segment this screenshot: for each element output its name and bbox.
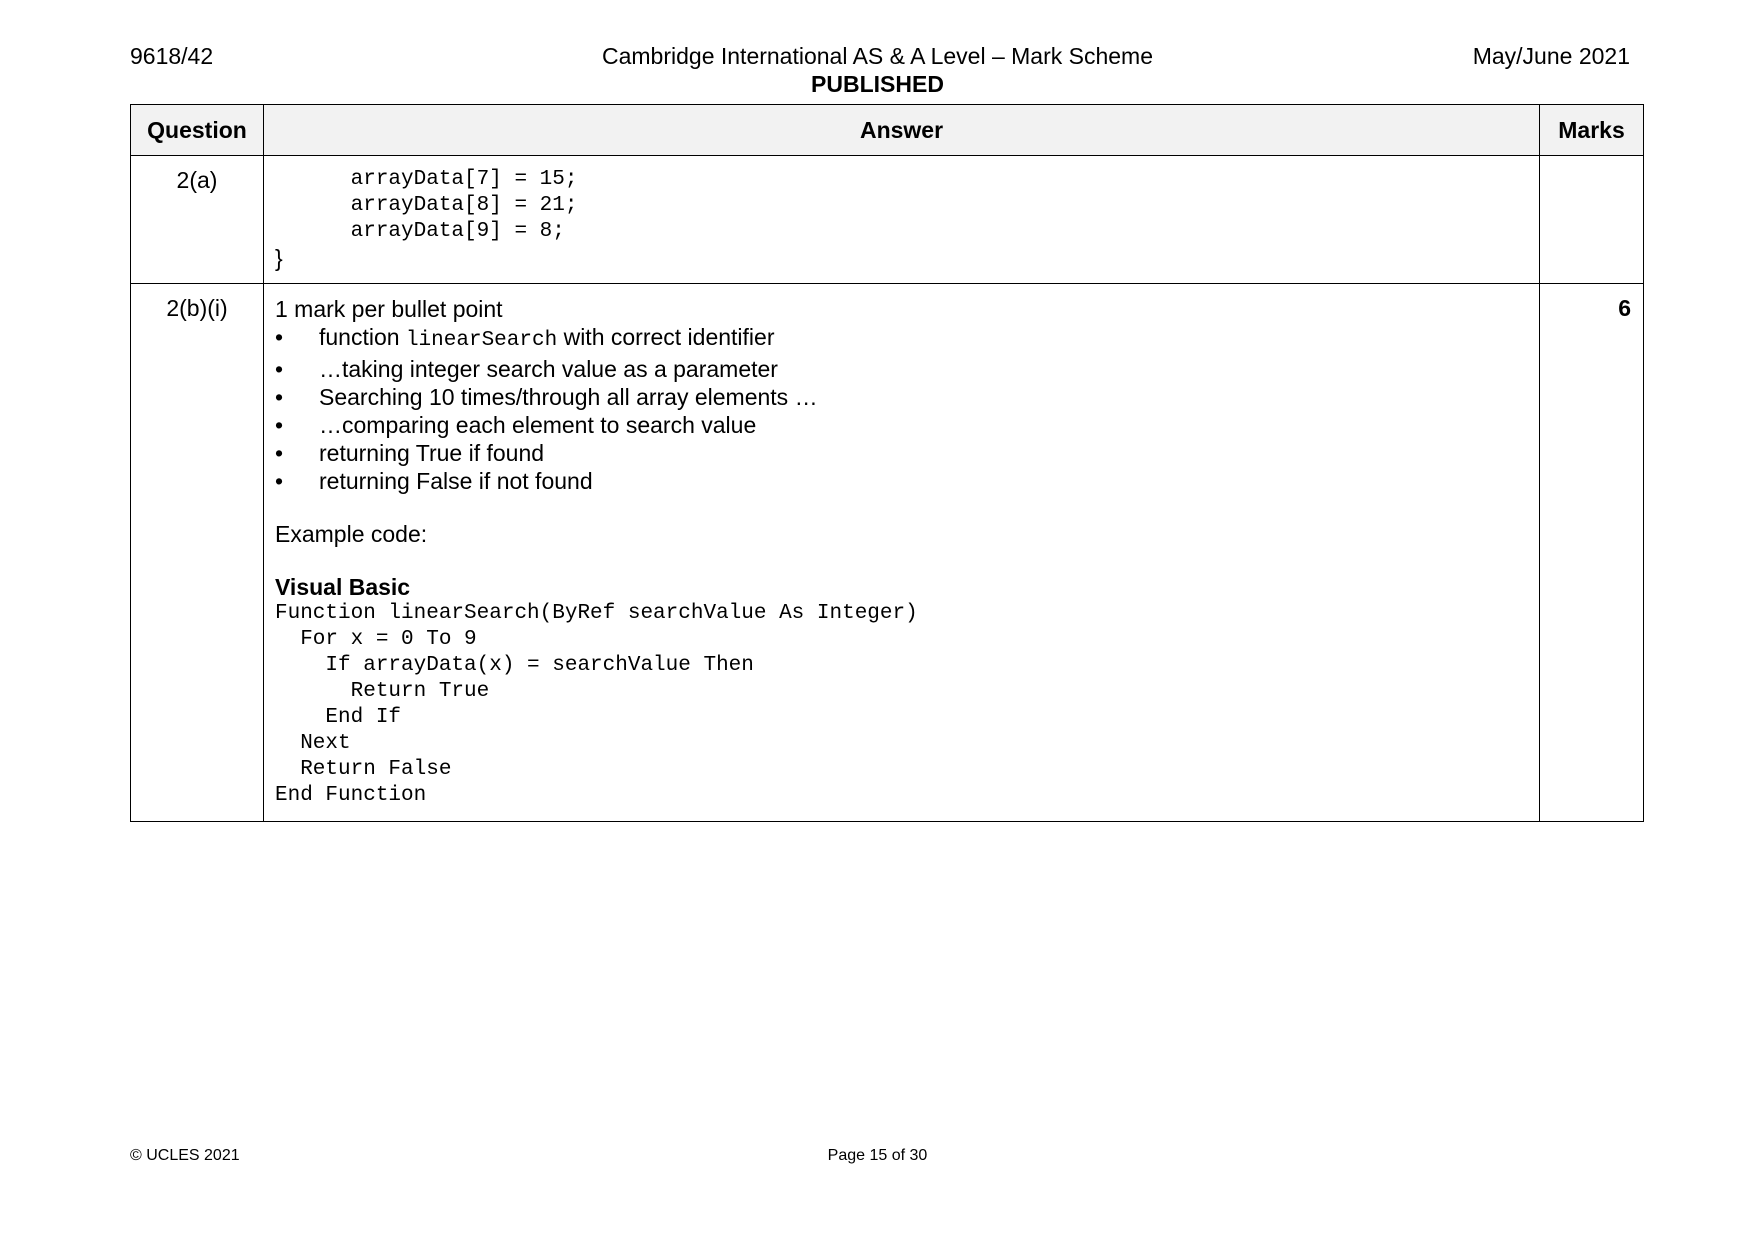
table-header-row <box>131 105 1644 156</box>
list-item: • returning False if not found <box>275 467 1528 495</box>
list-item: • …comparing each element to search value <box>275 411 1528 439</box>
marks-cell <box>1540 156 1644 284</box>
exam-session: May/June 2021 <box>1472 43 1630 69</box>
list-item: • returning True if found <box>275 439 1528 467</box>
published-label: PUBLISHED <box>811 71 944 97</box>
paper-code: 9618/42 <box>130 43 214 69</box>
list-item: • Searching 10 times/through all array elements … <box>275 383 1528 411</box>
spacer <box>275 495 1528 520</box>
marking-intro: 1 mark per bullet point <box>275 296 503 322</box>
bullet-text: function <box>319 324 406 350</box>
spacer <box>275 548 1528 573</box>
column-header-answer: Answer <box>264 105 1540 156</box>
column-header-marks: Marks <box>1540 105 1644 156</box>
question-number: 2(a) <box>131 156 264 284</box>
function-identifier: linearSearch <box>405 329 558 352</box>
page-number: Page 15 of 30 <box>827 1147 928 1164</box>
language-heading: Visual Basic <box>275 574 411 600</box>
answer-cell <box>264 284 1540 822</box>
list-item: • …taking integer search value as a parameter <box>275 355 1528 383</box>
example-label: Example code: <box>275 521 428 547</box>
copyright: © UCLES 2021 <box>130 1147 240 1164</box>
code-block: Function linearSearch(ByRef searchValue As Integer) For x = 0 To 9 If arrayData(x) = searchValue Then Return True End If Next Return False End Function <box>275 602 918 807</box>
table-row <box>131 156 1644 284</box>
mark-scheme-table <box>130 104 1644 822</box>
question-number: 2(b)(i) <box>131 284 264 822</box>
marking-points <box>275 323 1528 495</box>
column-header-question: Question <box>131 105 264 156</box>
table-row <box>131 284 1644 822</box>
closing-brace: } <box>275 245 283 271</box>
document-title: Cambridge International AS & A Level – Mark Scheme <box>601 43 1154 69</box>
bullet-text: with correct identifier <box>557 324 775 350</box>
answer-cell <box>264 156 1540 284</box>
list-item <box>275 323 1528 355</box>
marks-cell: 6 <box>1540 284 1644 822</box>
code-block: arrayData[7] = 15; arrayData[8] = 21; arrayData[9] = 8; <box>350 168 578 243</box>
